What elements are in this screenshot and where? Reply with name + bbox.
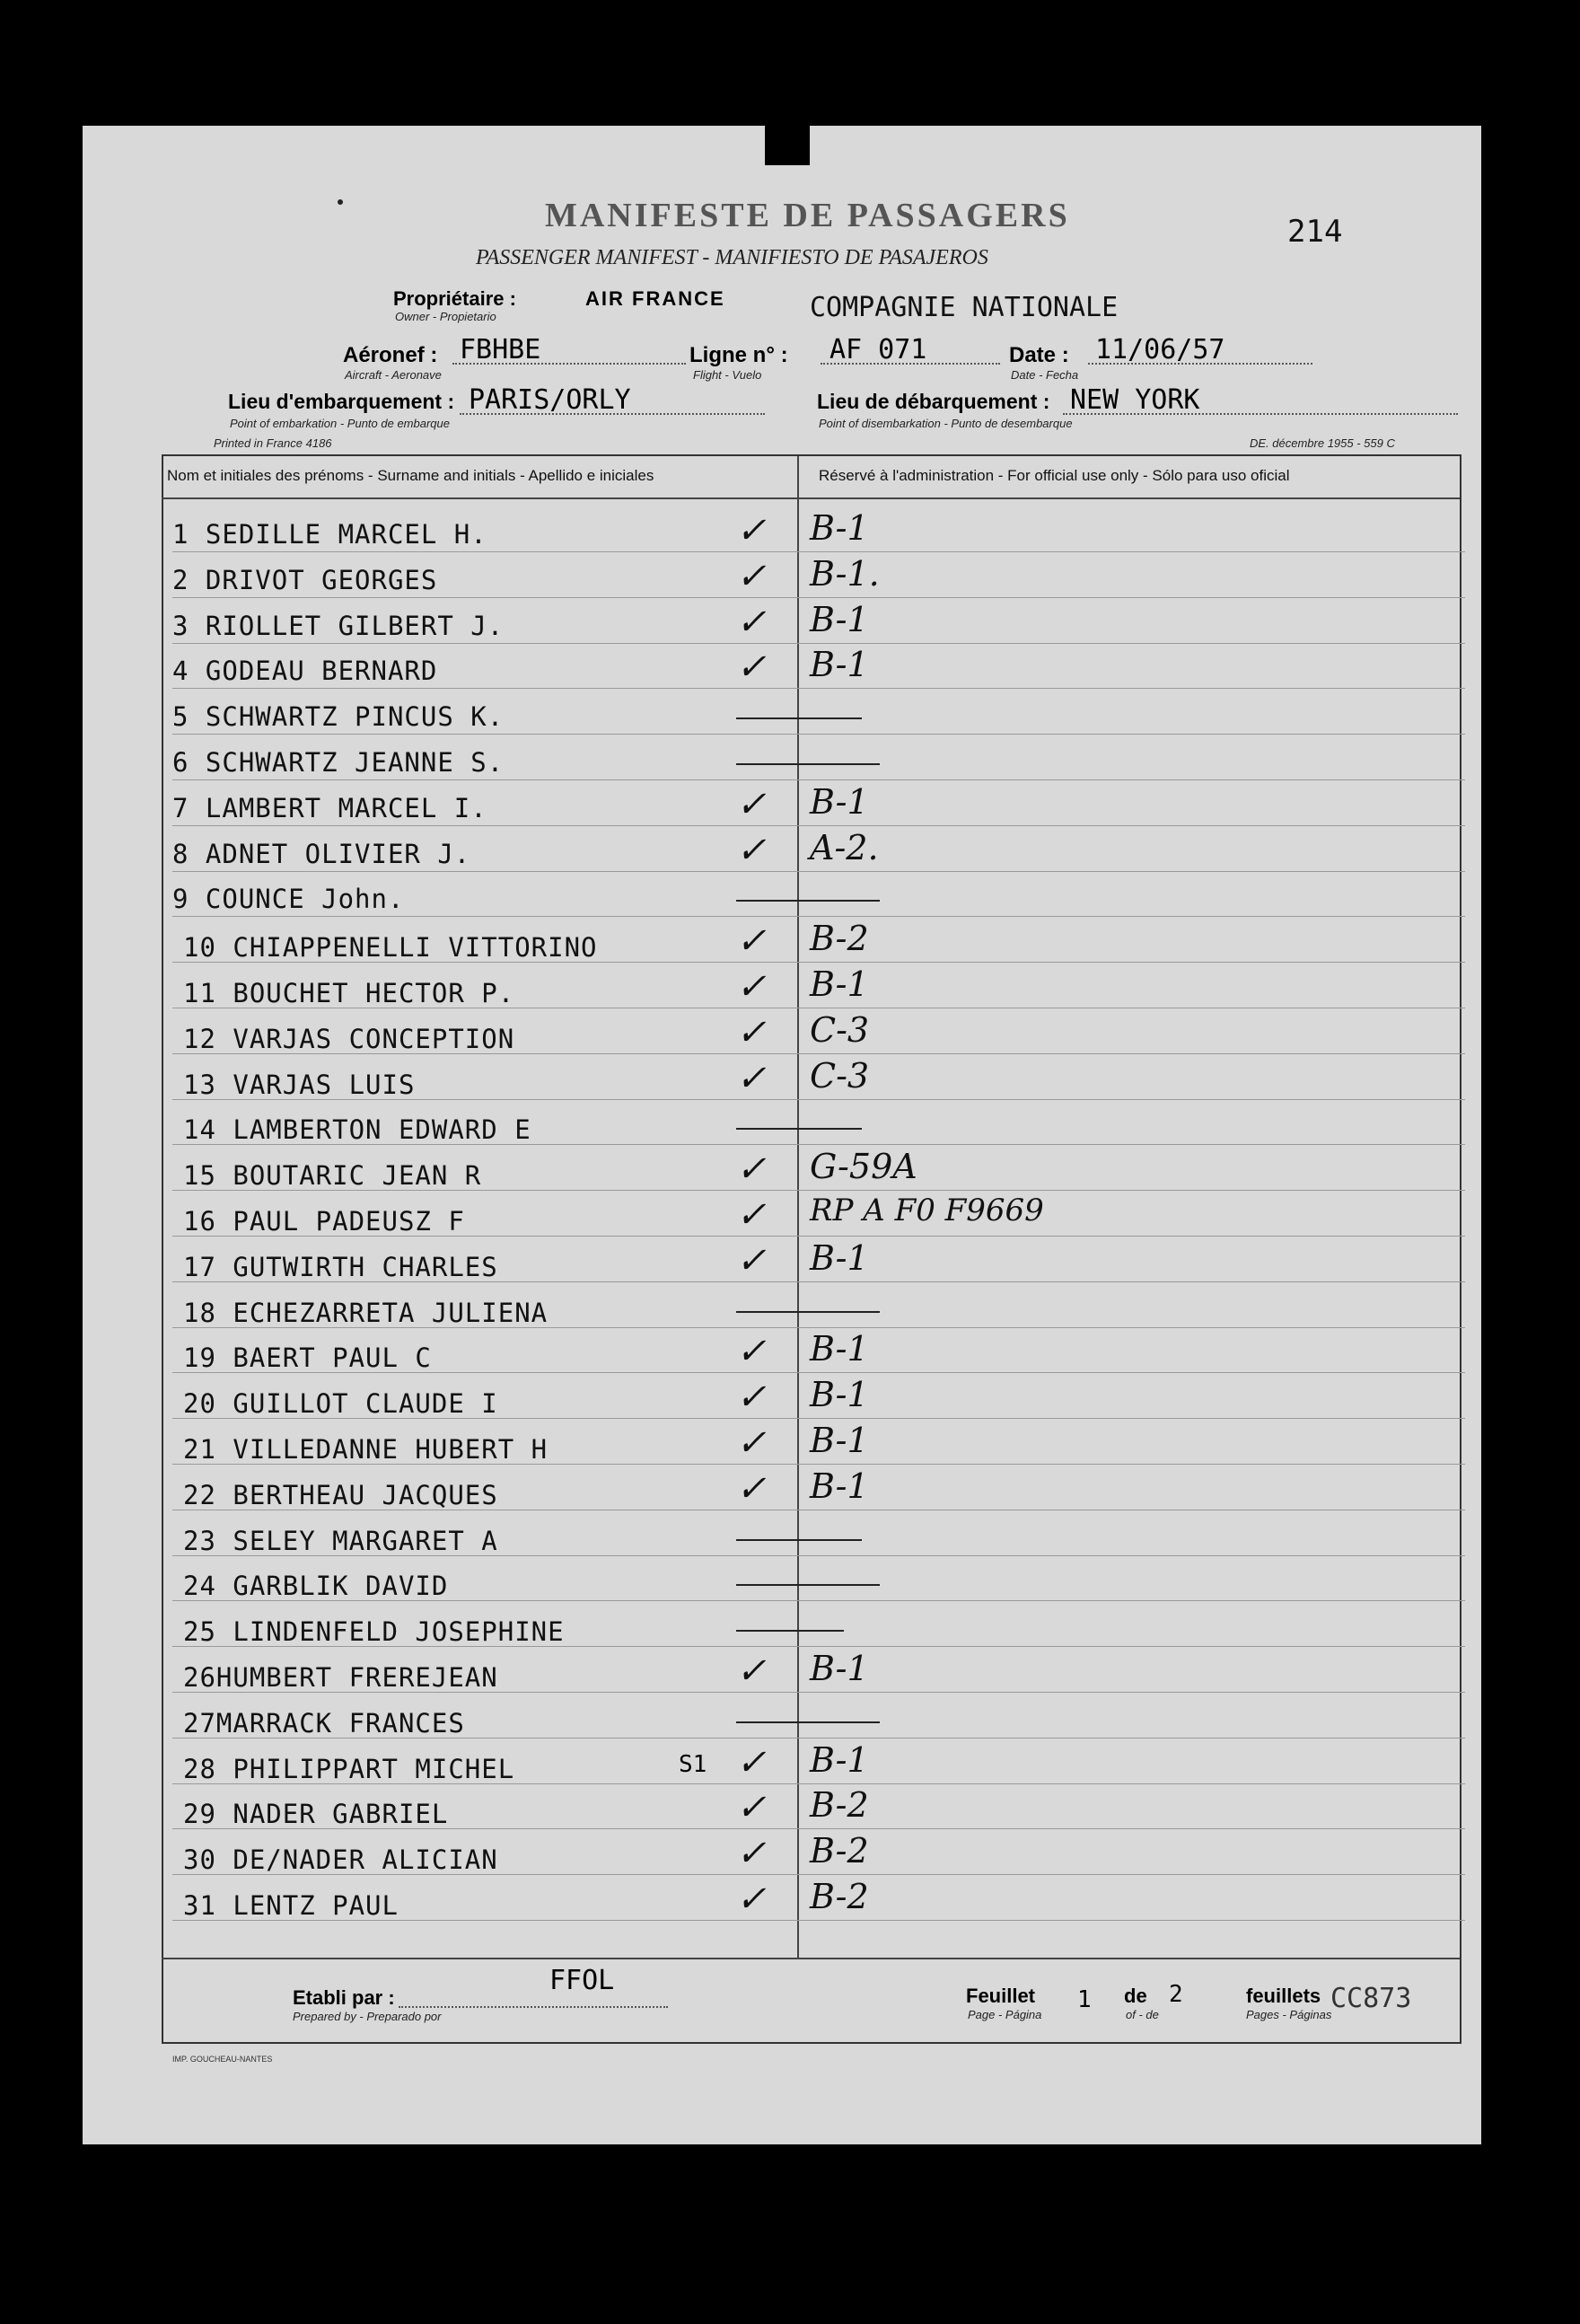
embark-dotline (460, 413, 765, 415)
flight-label: Ligne n° : (689, 343, 788, 367)
passenger-name: 19 BAERT PAUL C (183, 1342, 432, 1374)
checkmark: ✓ (736, 647, 767, 689)
punch-dot (338, 199, 343, 205)
passenger-name: 29 NADER GABRIEL (183, 1799, 449, 1830)
row-rule (172, 551, 1465, 552)
name-column-header: Nom et initiales des prénoms - Surname and initials - Apellido e iniciales (167, 467, 654, 484)
checkmark: ✓ (736, 920, 767, 963)
sheet-value: 1 (1077, 1986, 1092, 2013)
admin-code: C-3 (810, 1055, 870, 1096)
passenger-name: 23 SELEY MARGARET A (183, 1525, 498, 1556)
admin-code: B-1 (810, 1375, 869, 1415)
aircraft-dotline (452, 363, 686, 365)
dash-mark (736, 763, 880, 765)
passenger-name: 12 VARJAS CONCEPTION (183, 1023, 515, 1054)
admin-code: B-2 (810, 919, 869, 959)
passenger-name: 31 LENTZ PAUL (183, 1890, 399, 1921)
checkmark: ✓ (736, 1879, 767, 1920)
of-value: 2 (1169, 1981, 1183, 2008)
owner-value: AIR FRANCE (585, 287, 725, 310)
footer-rule (162, 1958, 1460, 1959)
checkmark: ✓ (736, 783, 767, 825)
admin-code: B-1 (810, 1237, 869, 1278)
admin-code: B-1 (810, 964, 869, 1004)
admin-code: B-1 (810, 1739, 869, 1780)
form-reference: DE. décembre 1955 - 559 C (1250, 436, 1395, 450)
passenger-name: 17 GUTWIRTH CHARLES (183, 1251, 498, 1282)
passenger-name: 7 LAMBERT MARCEL I. (172, 792, 487, 823)
checkmark: ✓ (736, 1467, 767, 1510)
admin-code: B-1. (810, 553, 880, 594)
form-subtitle: PASSENGER MANIFEST - MANIFIESTO DE PASAJEROS (476, 246, 988, 269)
passenger-name: 14 LAMBERTON EDWARD E (183, 1114, 531, 1146)
admin-code: B-2 (810, 1785, 869, 1826)
row-rule (172, 779, 1465, 780)
sheets-sublabel: Pages - Páginas (1246, 2008, 1332, 2021)
passenger-name: 30 DE/NADER ALICIAN (183, 1844, 498, 1876)
company-name: COMPAGNIE NATIONALE (810, 292, 1119, 323)
dash-mark (736, 717, 862, 719)
flight-value: AF 071 (830, 334, 927, 365)
row-rule (172, 643, 1465, 644)
row-rule (172, 734, 1465, 735)
prepared-sublabel: Prepared by - Preparado por (293, 2010, 442, 2023)
dash-mark (736, 1721, 880, 1723)
checkmark: ✓ (736, 1331, 767, 1373)
row-rule (172, 597, 1465, 598)
checkmark: ✓ (736, 1741, 767, 1783)
checkmark: ✓ (736, 1194, 767, 1236)
passenger-name: 6 SCHWARTZ JEANNE S. (172, 747, 505, 778)
passenger-name: 18 ECHEZARRETA JULIENA (183, 1297, 549, 1328)
disembark-label: Lieu de débarquement : (817, 390, 1050, 413)
checkmark: ✓ (736, 555, 767, 597)
admin-code: A-2. (810, 827, 879, 867)
passenger-name: 21 VILLEDANNE HUBERT H (183, 1434, 549, 1465)
admin-code: B-1 (810, 1466, 869, 1506)
admin-code: G-59A (810, 1147, 917, 1187)
of-label: de (1124, 1985, 1147, 2007)
aircraft-value: FBHBE (460, 334, 541, 365)
passenger-extra-note: S1 (679, 1750, 707, 1778)
checkmark: ✓ (736, 1787, 767, 1829)
owner-label: Propriétaire : (393, 287, 516, 310)
dash-mark (736, 900, 880, 902)
binding-tab (765, 122, 810, 165)
sheet-label: Feuillet (966, 1985, 1036, 2007)
flight-sublabel: Flight - Vuelo (693, 368, 762, 382)
checkmark: ✓ (736, 1833, 767, 1875)
checkmark: ✓ (736, 601, 767, 643)
passenger-name: 27MARRACK FRANCES (183, 1707, 465, 1739)
dash-mark (736, 1311, 880, 1313)
aircraft-label: Aéronef : (343, 343, 438, 367)
admin-code: B-1 (810, 508, 869, 548)
passenger-name: 25 LINDENFELD JOSEPHINE (183, 1616, 565, 1648)
admin-code: B-1 (810, 1421, 869, 1460)
form-title: MANIFESTE DE PASSAGERS (545, 197, 1070, 234)
row-rule (172, 825, 1465, 826)
row-rule (172, 916, 1465, 917)
embark-label: Lieu d'embarquement : (228, 390, 455, 413)
admin-code: B-1 (810, 1649, 869, 1688)
column-divider (797, 456, 799, 1958)
passenger-name: 16 PAUL PADEUSZ F (183, 1206, 465, 1237)
printed-note: Printed in France 4186 (214, 436, 332, 450)
header-rule (162, 497, 1460, 499)
passenger-name: 20 GUILLOT CLAUDE I (183, 1388, 498, 1420)
prepared-value: FFOL (549, 1965, 615, 1996)
prepared-dotline (399, 2006, 668, 2008)
passenger-name: 3 RIOLLET GILBERT J. (172, 610, 505, 641)
dash-mark (736, 1539, 862, 1541)
admin-code: B-1 (810, 1329, 869, 1369)
date-label: Date : (1009, 343, 1069, 367)
prepared-label: Etabli par : (293, 1986, 395, 2009)
admin-column-header: Réservé à l'administration - For official use only - Sólo para uso oficial (819, 467, 1290, 484)
checkmark: ✓ (736, 1422, 767, 1464)
passenger-name: 5 SCHWARTZ PINCUS K. (172, 701, 505, 733)
date-value: 11/06/57 (1095, 334, 1225, 365)
row-rule (172, 871, 1465, 872)
passenger-name: 10 CHIAPPENELLI VITTORINO (183, 932, 598, 964)
admin-code: C-3 (810, 1009, 870, 1050)
admin-code: RP A F0 F9669 (810, 1193, 1044, 1228)
admin-code: B-2 (810, 1831, 869, 1871)
embark-sublabel: Point of embarkation - Punto de embarque (230, 417, 450, 430)
passenger-name: 8 ADNET OLIVIER J. (172, 838, 471, 869)
checkmark: ✓ (736, 1057, 767, 1099)
checkmark: ✓ (736, 1011, 767, 1053)
passenger-name: 24 GARBLIK DAVID (183, 1571, 449, 1602)
dash-mark (736, 1128, 862, 1130)
passenger-name: 22 BERTHEAU JACQUES (183, 1479, 498, 1510)
date-sublabel: Date - Fecha (1011, 368, 1079, 382)
passenger-name: 15 BOUTARIC JEAN R (183, 1160, 482, 1192)
of-sublabel: of - de (1126, 2008, 1159, 2021)
aircraft-sublabel: Aircraft - Aeronave (345, 368, 442, 382)
passenger-name: 26HUMBERT FREREJEAN (183, 1662, 498, 1693)
page-number: 214 (1287, 214, 1343, 250)
passenger-name: 1 SEDILLE MARCEL H. (172, 519, 487, 550)
passenger-name: 13 VARJAS LUIS (183, 1069, 416, 1100)
admin-code: B-1 (810, 781, 869, 822)
row-rule (172, 688, 1465, 689)
flight-dotline (821, 363, 1000, 365)
passenger-name: 28 PHILIPPART MICHEL (183, 1753, 515, 1784)
checkmark: ✓ (736, 1651, 767, 1692)
embark-value: PARIS/ORLY (469, 384, 631, 416)
checkmark: ✓ (736, 510, 767, 551)
dash-mark (736, 1630, 844, 1632)
disembark-value: NEW YORK (1070, 384, 1200, 416)
checkmark: ✓ (736, 966, 767, 1008)
disembark-sublabel: Point of disembarkation - Punto de desembarque (819, 417, 1073, 430)
passenger-name: 9 COUNCE John. (172, 884, 405, 915)
disembark-dotline (1063, 413, 1458, 415)
passenger-name: 2 DRIVOT GEORGES (172, 564, 438, 595)
passenger-name: 11 BOUCHET HECTOR P. (183, 978, 515, 1008)
checkmark: ✓ (736, 829, 767, 871)
dash-mark (736, 1584, 880, 1586)
manifest-sheet (83, 126, 1481, 2144)
checkmark: ✓ (736, 1377, 767, 1419)
sheets-label: feuillets (1246, 1985, 1321, 2007)
owner-sublabel: Owner - Propietario (395, 310, 496, 323)
reference-code: CC873 (1330, 1983, 1412, 2014)
date-dotline (1088, 363, 1312, 365)
checkmark: ✓ (736, 1149, 767, 1191)
checkmark: ✓ (736, 1239, 767, 1281)
admin-code: B-1 (810, 599, 869, 639)
admin-code: B-2 (810, 1877, 869, 1916)
printer-imprint: IMP. GOUCHEAU-NANTES (172, 2055, 273, 2064)
passenger-name: 4 GODEAU BERNARD (172, 656, 438, 687)
admin-code: B-1 (810, 645, 869, 685)
sheet-sublabel: Page - Página (968, 2008, 1042, 2021)
